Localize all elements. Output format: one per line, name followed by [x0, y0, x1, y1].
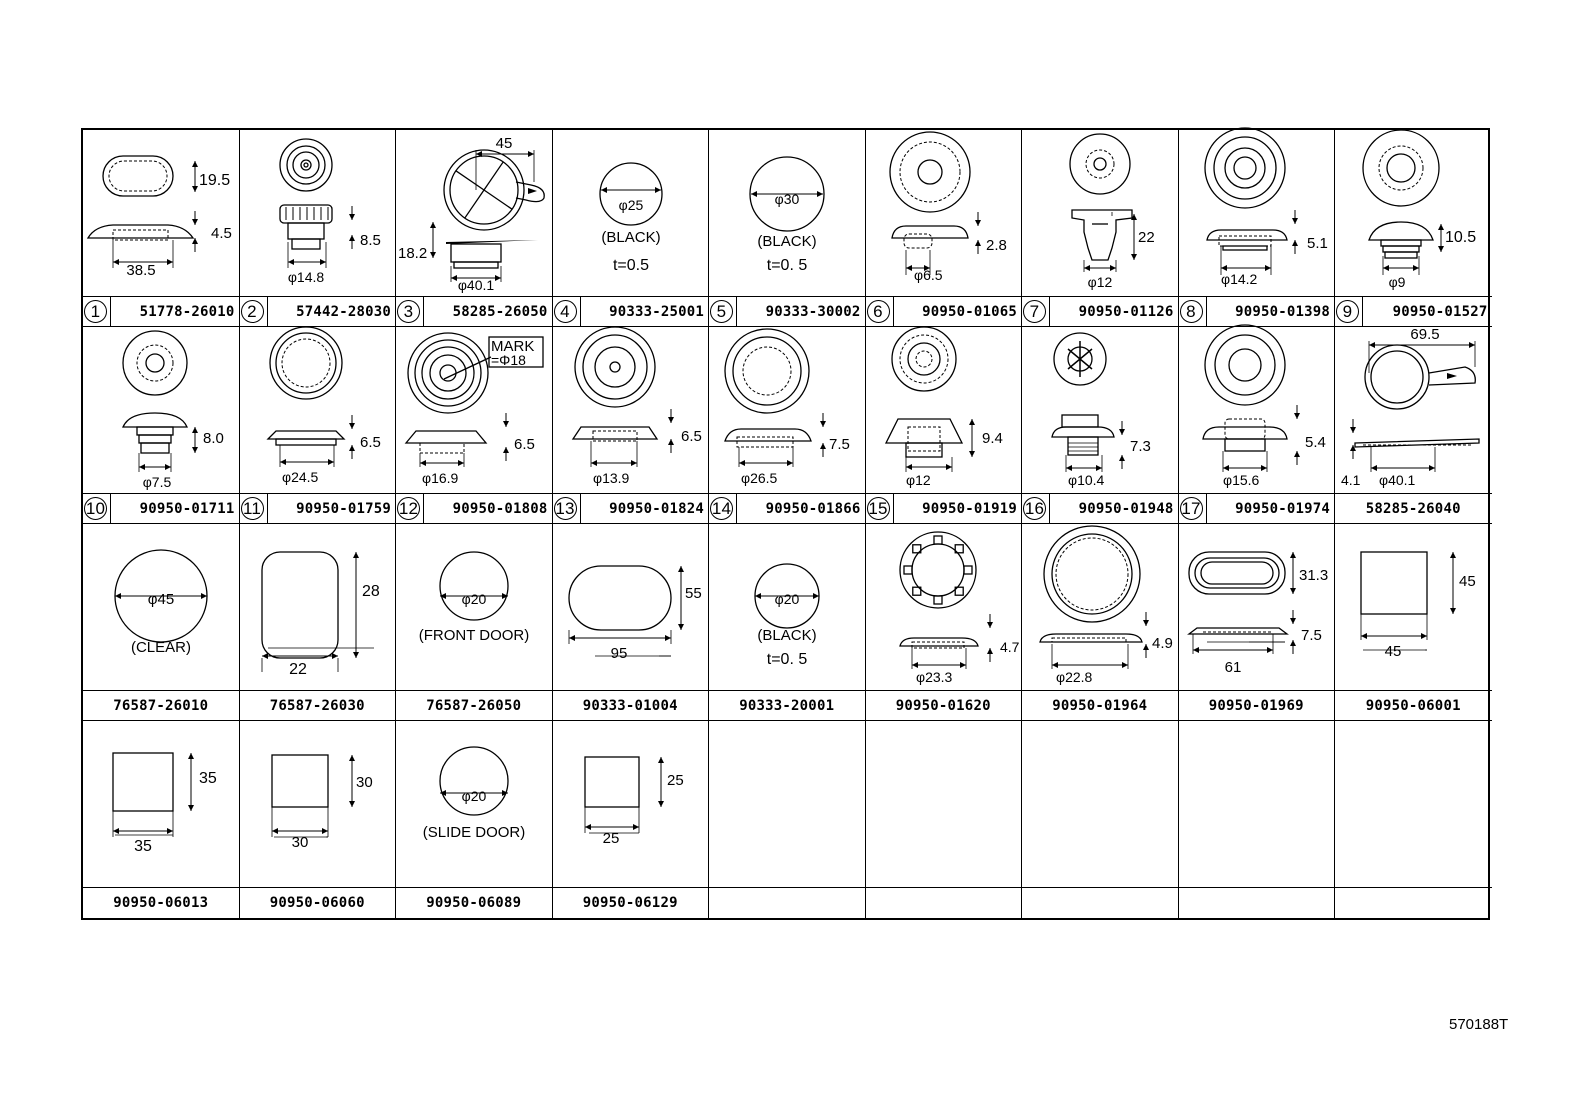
dimension-label: φ7.5: [142, 474, 172, 490]
part-drawing: [709, 130, 865, 296]
dimension-label: 6.5: [680, 428, 702, 445]
parts-table: [81, 128, 1490, 920]
part-number: 90950-01065: [922, 303, 1017, 320]
part-number: 90950-06013: [113, 895, 209, 911]
part-number-cell: [1179, 888, 1336, 918]
item-number-badge: 11: [241, 497, 264, 520]
item-number-badge: 5: [710, 300, 733, 323]
dimension-label: φ25: [618, 197, 643, 213]
part-number-cell: [396, 494, 553, 524]
note-label: (BLACK): [757, 627, 817, 644]
note-label: =Φ18: [491, 352, 526, 368]
dimension-label: 6.5: [514, 436, 535, 453]
part-number: 90950-06129: [582, 895, 678, 911]
item-number-badge: 7: [1023, 300, 1046, 323]
item-number-badge: 6: [867, 300, 890, 323]
dimension-label: φ6.5: [913, 267, 943, 283]
part-drawing: [240, 130, 396, 296]
part-number-cell: [709, 888, 866, 918]
divider: [1362, 297, 1363, 326]
part-drawing-cell: [83, 721, 240, 888]
part-number-cell: [709, 297, 866, 327]
part-number: 76587-26050: [426, 697, 522, 714]
dimension-label: 8.5: [359, 232, 381, 249]
item-number-badge: 3: [397, 300, 420, 323]
dimension-label: 61: [1224, 659, 1241, 676]
part-drawing-cell: [1335, 327, 1492, 494]
part-drawing-cell: [709, 721, 866, 888]
part-drawing: [1179, 130, 1335, 296]
part-number-cell: [1022, 691, 1179, 721]
dimension-label: 18.2: [398, 245, 428, 262]
dimension-label: 10.5: [1445, 229, 1477, 246]
part-drawing: [709, 524, 865, 690]
dimension-label: φ40.1: [457, 277, 495, 293]
part-drawing-cell: [709, 327, 866, 494]
part-number: 76587-26010: [113, 697, 209, 714]
part-drawing-cell: [866, 130, 1023, 297]
dimension-label: φ45: [147, 591, 175, 608]
part-drawing-cell: [866, 524, 1023, 691]
part-drawing-cell: [1022, 327, 1179, 494]
part-number: 90333-30002: [765, 303, 861, 320]
part-drawing: [240, 721, 396, 887]
note-label: (BLACK): [757, 233, 817, 250]
part-drawing: [240, 524, 396, 690]
part-number: 58285-26050: [452, 303, 548, 320]
dimension-label: φ14.8: [287, 269, 324, 285]
part-drawing: [866, 524, 1022, 690]
part-drawing: [1179, 524, 1335, 690]
part-drawing: [83, 721, 239, 887]
part-drawing-cell: [553, 327, 710, 494]
dimension-label: φ9: [1388, 274, 1406, 290]
divider: [1049, 297, 1050, 326]
part-number-cell: [396, 297, 553, 327]
note-label: MARK: [491, 338, 535, 355]
dimension-label: 9.4: [981, 430, 1003, 447]
part-drawing: [1179, 327, 1335, 493]
part-drawing-cell: [240, 327, 397, 494]
divider: [423, 494, 424, 523]
dimension-label: 7.3: [1130, 438, 1151, 455]
item-number-badge: 8: [1180, 300, 1203, 323]
dimension-label: φ13.9: [592, 470, 629, 486]
part-drawing-cell: [240, 721, 397, 888]
part-number-cell: [1335, 888, 1492, 918]
part-drawing: [866, 327, 1022, 493]
part-number: 90950-06089: [426, 895, 522, 911]
dimension-label: 4.9: [1152, 635, 1173, 652]
dimension-label: 22: [1138, 229, 1155, 246]
dimension-label: φ22.8: [1056, 669, 1093, 685]
dimension-label: 4.7: [999, 639, 1019, 655]
dimension-label: φ14.2: [1220, 271, 1257, 287]
item-number-badge: 10: [84, 497, 107, 520]
part-drawing-cell: [1179, 524, 1336, 691]
part-number-cell: [709, 494, 866, 524]
part-drawing: [240, 327, 396, 493]
dimension-label: 4.5: [211, 225, 232, 242]
part-number: 57442-28030: [296, 303, 391, 320]
part-number: 90950-06060: [269, 895, 365, 911]
dimension-label: 31.3: [1298, 567, 1328, 584]
dimension-label: 35: [199, 770, 217, 787]
drawing-row: [83, 721, 1488, 888]
part-number-cell: [240, 888, 397, 918]
part-number-cell: [866, 494, 1023, 524]
part-drawing-cell: [1335, 721, 1492, 888]
dimension-label: φ16.9: [422, 470, 459, 486]
dimension-label: φ12: [905, 472, 931, 488]
divider: [893, 494, 894, 523]
part-number: 90950-01969: [1208, 697, 1304, 714]
dimension-label: 8.0: [203, 430, 224, 447]
part-drawing-cell: [83, 130, 240, 297]
part-number: 90950-06001: [1365, 697, 1461, 714]
dimension-label: 45: [1384, 643, 1402, 660]
part-number: 90950-01866: [765, 500, 861, 517]
part-number: 90333-01004: [582, 697, 678, 714]
part-drawing-cell: [396, 327, 553, 494]
part-drawing-cell: [396, 721, 553, 888]
part-number-cell: [1335, 297, 1492, 327]
part-number-cell: [396, 691, 553, 721]
part-number: 58285-26040: [1365, 500, 1461, 517]
part-number: 90950-01620: [895, 697, 991, 714]
part-drawing: [1022, 130, 1178, 296]
part-drawing: [396, 327, 552, 493]
dimension-label: 25: [666, 772, 684, 789]
part-number-cell: [83, 494, 240, 524]
note-label: (SLIDE DOOR): [422, 824, 526, 841]
divider: [110, 297, 111, 326]
divider: [736, 494, 737, 523]
part-number: 90950-01964: [1052, 697, 1148, 714]
part-drawing-cell: [553, 130, 710, 297]
part-drawing-cell: [1335, 524, 1492, 691]
dimension-label: φ30: [774, 191, 800, 207]
part-drawing-cell: [240, 524, 397, 691]
diagram-code: 570188T: [1449, 1016, 1509, 1033]
item-number-badge: 1: [84, 300, 107, 323]
part-number-cell: [1179, 691, 1336, 721]
part-number-cell: [240, 691, 397, 721]
part-number: 76587-26030: [269, 697, 365, 714]
part-drawing-cell: [396, 524, 553, 691]
part-number-cell: [553, 888, 710, 918]
divider: [736, 297, 737, 326]
part-drawing-cell: [553, 524, 710, 691]
dimension-label: φ10.4: [1068, 472, 1105, 488]
part-drawing: [83, 524, 239, 690]
divider: [267, 494, 268, 523]
part-drawing-cell: [1179, 327, 1336, 494]
part-drawing: [1022, 327, 1178, 493]
part-number-cell: [1022, 888, 1179, 918]
item-number-badge: 17: [1180, 497, 1203, 520]
part-drawing-cell: [240, 130, 397, 297]
item-number-badge: 13: [554, 497, 577, 520]
part-number-cell: [83, 691, 240, 721]
part-number-cell: [553, 297, 710, 327]
item-number-badge: 4: [554, 300, 577, 323]
dimension-label: 22: [288, 661, 307, 678]
part-number-cell: [1179, 494, 1336, 524]
label-row: [83, 297, 1488, 327]
dimension-label: 45: [495, 135, 513, 152]
note-label: t=0. 5: [766, 651, 808, 668]
part-drawing: [396, 130, 552, 296]
part-drawing: [1335, 327, 1491, 493]
part-drawing: [553, 327, 709, 493]
part-number-cell: [396, 888, 553, 918]
part-number: 90333-20001: [739, 697, 835, 714]
dimension-label: φ24.5: [281, 469, 318, 485]
part-drawing-cell: [1179, 721, 1336, 888]
label-row: [83, 691, 1488, 721]
part-number: 90950-01759: [296, 500, 391, 517]
part-number: 90950-01126: [1078, 303, 1174, 320]
part-drawing-cell: [83, 524, 240, 691]
dimension-label: 28: [361, 583, 380, 600]
dimension-label: φ12: [1087, 274, 1113, 290]
part-drawing: [83, 327, 239, 493]
part-number: 90950-01711: [139, 500, 235, 517]
part-drawing: [866, 130, 1022, 296]
part-number-cell: [553, 494, 710, 524]
dimension-label: 6.5: [359, 434, 381, 451]
part-number: 90950-01948: [1078, 500, 1174, 517]
dimension-label: 30: [355, 774, 373, 791]
part-drawing-cell: [1022, 721, 1179, 888]
dimension-label: 7.5: [1300, 627, 1322, 644]
part-number-cell: [866, 888, 1023, 918]
part-number: 51778-26010: [139, 303, 235, 320]
part-number-cell: [83, 888, 240, 918]
part-drawing: [1022, 524, 1178, 690]
dimension-label: 30: [291, 834, 308, 851]
part-drawing: [83, 130, 239, 296]
part-drawing: [396, 524, 552, 690]
part-drawing-cell: [1335, 130, 1492, 297]
dimension-label: 5.1: [1306, 235, 1328, 252]
dimension-label: 4.1: [1341, 472, 1361, 488]
drawing-row: [83, 130, 1488, 297]
dimension-label: φ20: [461, 788, 487, 804]
dimension-label: φ20: [774, 591, 800, 607]
part-drawing: [553, 721, 709, 887]
dimension-label: 35: [134, 838, 152, 855]
part-drawing-cell: [1179, 130, 1336, 297]
part-drawing-cell: [396, 130, 553, 297]
part-drawing: [1335, 524, 1491, 690]
label-row: [83, 888, 1488, 918]
dimension-label: 95: [610, 645, 627, 662]
divider: [1206, 494, 1207, 523]
part-number: 90950-01824: [609, 500, 704, 517]
dimension-label: 25: [602, 830, 619, 847]
item-number-badge: 9: [1336, 300, 1359, 323]
part-number: 90950-01398: [1235, 303, 1330, 320]
divider: [267, 297, 268, 326]
item-number-badge: 16: [1023, 497, 1046, 520]
part-number-cell: [240, 494, 397, 524]
part-drawing-cell: [709, 130, 866, 297]
item-number-badge: 15: [867, 497, 890, 520]
dimension-label: 19.5: [199, 172, 231, 189]
part-number: 90950-01808: [452, 500, 548, 517]
note-label: (FRONT DOOR): [418, 627, 530, 644]
dimension-label: φ40.1: [1379, 472, 1416, 488]
part-number: 90950-01974: [1235, 500, 1330, 517]
part-number-cell: [83, 297, 240, 327]
divider: [893, 297, 894, 326]
note-label: (CLEAR): [130, 639, 192, 656]
item-number-badge: 2: [241, 300, 264, 323]
part-drawing-cell: [1022, 524, 1179, 691]
dimension-label: 55: [684, 585, 702, 602]
divider: [580, 297, 581, 326]
divider: [1206, 297, 1207, 326]
part-number-cell: [866, 297, 1023, 327]
dimension-label: 7.5: [829, 436, 850, 453]
part-drawing: [1335, 130, 1491, 296]
part-number-cell: [1335, 494, 1492, 524]
dimension-label: φ23.3: [915, 669, 952, 685]
note-label: t=0. 5: [766, 257, 808, 274]
part-number-cell: [553, 691, 710, 721]
part-drawing: [709, 327, 865, 493]
part-number-cell: [866, 691, 1023, 721]
note-label: (BLACK): [600, 229, 661, 246]
note-label: t=0.5: [612, 257, 649, 274]
part-drawing: [396, 721, 552, 887]
part-number-cell: [709, 691, 866, 721]
part-number: 90333-25001: [609, 303, 704, 320]
dimension-label: 2.8: [985, 237, 1007, 254]
part-number-cell: [1179, 297, 1336, 327]
part-number: 90950-01527: [1392, 303, 1488, 320]
part-number-cell: [1022, 297, 1179, 327]
part-number-cell: [1022, 494, 1179, 524]
item-number-badge: 12: [397, 497, 420, 520]
dimension-label: φ26.5: [741, 470, 778, 486]
part-drawing: [553, 130, 709, 296]
dimension-label: 45: [1459, 573, 1476, 590]
dimension-label: 38.5: [126, 262, 156, 279]
part-drawing-cell: [83, 327, 240, 494]
divider: [110, 494, 111, 523]
item-number-badge: 14: [710, 497, 733, 520]
part-number: 90950-01919: [922, 500, 1017, 517]
dimension-label: 5.4: [1304, 434, 1326, 451]
part-number-cell: [240, 297, 397, 327]
dimension-label: 69.5: [1410, 326, 1440, 343]
dimension-label: φ15.6: [1222, 472, 1259, 488]
drawing-row: [83, 327, 1488, 494]
part-drawing-cell: [866, 327, 1023, 494]
part-drawing-cell: [1022, 130, 1179, 297]
divider: [580, 494, 581, 523]
divider: [1049, 494, 1050, 523]
part-drawing-cell: [866, 721, 1023, 888]
divider: [423, 297, 424, 326]
part-drawing: [553, 524, 709, 690]
part-number-cell: [1335, 691, 1492, 721]
part-drawing-cell: [553, 721, 710, 888]
drawing-row: [83, 524, 1488, 691]
label-row: [83, 494, 1488, 524]
part-drawing-cell: [709, 524, 866, 691]
dimension-label: φ20: [461, 591, 487, 607]
